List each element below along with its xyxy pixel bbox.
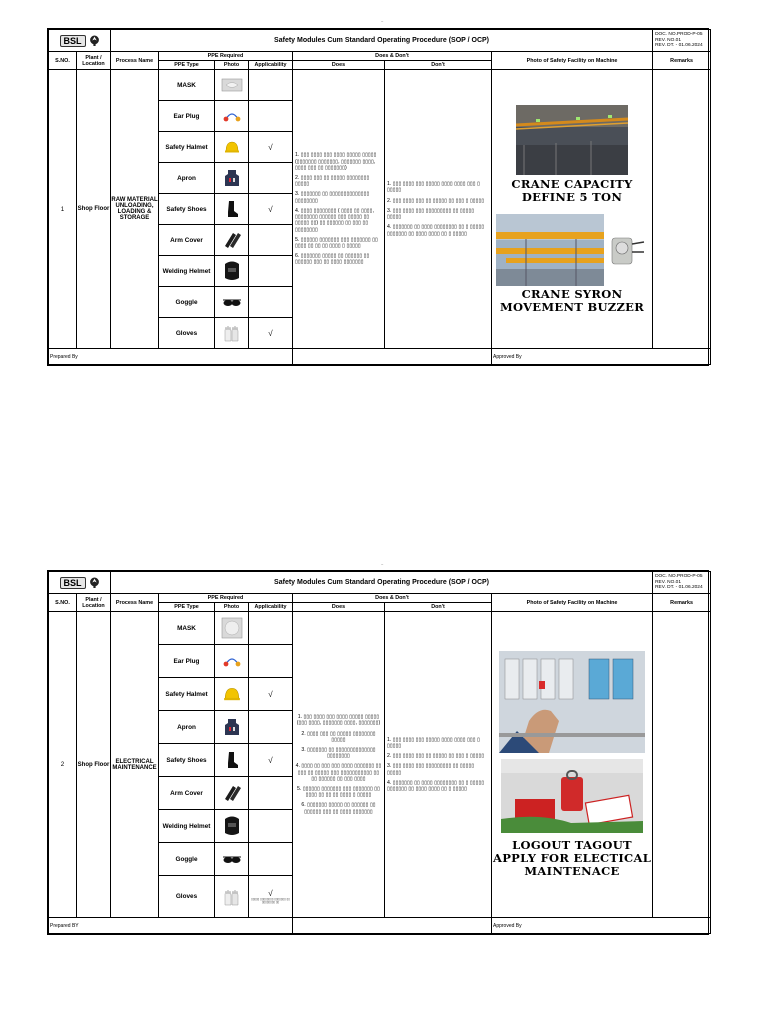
applicability-cell: √ bbox=[249, 744, 293, 777]
applicability-cell bbox=[249, 70, 293, 101]
does-list bbox=[293, 612, 385, 918]
sop-sheet-1 bbox=[47, 28, 709, 366]
ppe-photo-cell bbox=[215, 287, 249, 318]
dont-item: 4. ▯▯▯▯▯▯▯ ▯▯ ▯▯▯▯ ▯▯▯▯▯▯▯▯ ▯▯ ▯ ▯▯▯▯▯ ▯▯▯▯▯▯▯ ▯▯ ▯▯▯▯ ▯▯▯▯ ▯▯ ▯ ▯▯▯▯▯ bbox=[387, 224, 485, 237]
apron-icon bbox=[223, 716, 241, 738]
applicability-cell: √ bbox=[249, 678, 293, 711]
header-ppe-type: PPE Type bbox=[159, 61, 215, 70]
remarks-cell bbox=[653, 612, 711, 918]
header-plant: Plant / Location bbox=[77, 52, 111, 70]
does-item: 5. ▯▯▯▯▯▯ ▯▯▯▯▯▯▯ ▯▯▯ ▯▯▯▯▯▯▯ ▯▯ ▯▯▯▯ ▯▯ ▯▯ ▯▯ ▯▯▯▯ ▯ ▯▯▯▯▯ bbox=[297, 786, 380, 799]
ppe-photo-cell bbox=[215, 843, 249, 876]
ppe-type-cell: Safety Shoes bbox=[159, 744, 215, 777]
donts-list bbox=[385, 612, 492, 918]
dont-item: 2. ▯▯▯ ▯▯▯▯ ▯▯▯ ▯▯ ▯▯▯▯▯ ▯▯ ▯▯▯ ▯ ▯▯▯▯▯ bbox=[387, 197, 485, 204]
ppe-type-cell: Goggle bbox=[159, 843, 215, 876]
ppe-photo-cell bbox=[215, 711, 249, 744]
header-plant: Plant / Location bbox=[77, 594, 111, 612]
applicability-tick: √ bbox=[268, 888, 273, 898]
helmet-icon bbox=[224, 140, 240, 154]
applicability-cell: √ bbox=[249, 132, 293, 163]
gloves-icon bbox=[223, 324, 241, 342]
header-process: Process Name bbox=[111, 594, 159, 612]
prepared-by-label: Prepared BY bbox=[49, 918, 293, 934]
ppe-photo-cell bbox=[215, 132, 249, 163]
document-control-block bbox=[653, 30, 711, 52]
arm-cover-icon bbox=[222, 784, 242, 802]
footer-blank bbox=[293, 918, 492, 934]
mask-icon bbox=[221, 617, 243, 639]
ppe-photo-cell bbox=[215, 101, 249, 132]
header-process: Process Name bbox=[111, 52, 159, 70]
header-facility-photo: Photo of Safety Facility on Machine bbox=[492, 594, 653, 612]
dont-item: 1. ▯▯▯ ▯▯▯▯ ▯▯▯ ▯▯▯▯▯ ▯▯▯▯ ▯▯▯▯ ▯▯▯ ▯ ▯▯▯▯▯ bbox=[387, 736, 480, 749]
header-ppe-required: PPE Required bbox=[159, 52, 293, 61]
company-logo bbox=[49, 572, 111, 594]
applicability-cell: √ bbox=[249, 318, 293, 349]
does-item: 1. ▯▯▯ ▯▯▯▯ ▯▯▯ ▯▯▯▯ ▯▯▯▯▯ ▯▯▯▯▯ (▯▯▯▯▯▯▯ ▯▯▯▯▯▯▯, ▯▯▯▯▯▯▯ ▯▯▯▯, ▯▯▯▯ ▯▯▯ ▯▯ ▯▯▯▯▯▯▯) bbox=[295, 152, 377, 171]
applicability-cell bbox=[249, 101, 293, 132]
goggle-icon bbox=[222, 297, 242, 307]
arm-cover-icon bbox=[222, 231, 242, 249]
welding-helmet-icon bbox=[222, 815, 242, 837]
does-item: 5. ▯▯▯▯▯▯ ▯▯▯▯▯▯▯ ▯▯▯ ▯▯▯▯▯▯▯ ▯▯ ▯▯▯▯ ▯▯ ▯▯ ▯▯ ▯▯▯▯ ▯ ▯▯▯▯▯ bbox=[295, 236, 378, 249]
applicability-cell bbox=[249, 645, 293, 678]
ppe-type-cell: Gloves bbox=[159, 318, 215, 349]
approved-by-label: Approved By bbox=[492, 918, 711, 934]
does-list bbox=[293, 70, 385, 349]
header-dos-donts: Does & Don't bbox=[293, 52, 492, 61]
donts-list bbox=[385, 70, 492, 349]
prepared-by-label: Prepared By bbox=[49, 349, 293, 365]
electrical-panel-photo bbox=[499, 651, 645, 753]
applicability-cell bbox=[249, 777, 293, 810]
sno-cell: 1 bbox=[49, 70, 77, 349]
revision-number: REV. NO.01 bbox=[655, 579, 682, 585]
ppe-type-cell: Goggle bbox=[159, 287, 215, 318]
crane-bridge-photo bbox=[496, 214, 604, 286]
does-item: 4. ▯▯▯▯ ▯▯▯▯▯▯▯▯ ( ▯▯▯▯ ▯▯ ▯▯▯▯, ▯▯▯▯▯▯▯▯ ▯▯▯▯▯▯ ▯▯▯ ▯▯▯▯▯ ▯▯ ▯▯▯▯▯ ▯▯) ▯▯ ▯▯▯▯▯▯ ▯▯ ▯▯▯ ▯▯ ▯▯▯▯▯▯▯▯ bbox=[295, 207, 374, 233]
process-cell: ELECTRICAL MAINTENANCE bbox=[111, 612, 159, 918]
applicability-cell: √ bbox=[249, 194, 293, 225]
facility-caption: CRANE SYRON MOVEMENT BUZZER bbox=[499, 286, 645, 314]
ear-plug-icon bbox=[223, 109, 241, 123]
ppe-photo-cell bbox=[215, 777, 249, 810]
helmet-icon bbox=[223, 686, 241, 702]
process-cell: RAW MATERIAL UNLOADING, LOADING & STORAGE bbox=[111, 70, 159, 349]
header-ppe-required: PPE Required bbox=[159, 594, 293, 603]
ppe-type-cell: Gloves bbox=[159, 876, 215, 918]
does-item: 2. ▯▯▯▯ ▯▯▯ ▯▯ ▯▯▯▯▯ ▯▯▯▯▯▯▯▯ ▯▯▯▯▯ bbox=[295, 175, 370, 188]
applicability-cell bbox=[249, 810, 293, 843]
ppe-type-cell: Welding Helmet bbox=[159, 810, 215, 843]
mask-icon bbox=[221, 78, 243, 92]
applicability-cell bbox=[249, 287, 293, 318]
header-facility-photo: Photo of Safety Facility on Machine bbox=[492, 52, 653, 70]
header-dont: Don't bbox=[385, 603, 492, 612]
ppe-photo-cell bbox=[215, 256, 249, 287]
ppe-photo-cell bbox=[215, 194, 249, 225]
logo-text: BSL bbox=[60, 577, 86, 589]
doc-number: DOC. NO.PROD-P-05 bbox=[655, 574, 703, 580]
dont-item: 3. ▯▯▯ ▯▯▯▯ ▯▯▯ ▯▯▯▯▯▯▯▯▯ ▯▯ ▯▯▯▯▯ ▯▯▯▯▯ bbox=[387, 763, 475, 776]
does-item: 4. ▯▯▯▯ ▯▯ ▯▯▯ ▯▯▯ ▯▯▯▯ ▯▯▯▯▯▯▯ ▯▯ ▯▯▯ ▯▯ ▯▯▯▯▯ ▯▯▯ ▯▯▯▯▯▯▯▯▯▯▯ ▯▯ ▯▯ ▯▯▯▯▯▯ ▯▯ ▯▯▯ ▯▯▯▯ bbox=[295, 763, 382, 782]
document-title: Safety Modules Cum Standard Operating Procedure (SOP / OCP) bbox=[111, 30, 653, 52]
applicability-cell bbox=[249, 876, 293, 918]
remarks-cell bbox=[653, 70, 711, 349]
facility-caption: CRANE CAPACITY DEFINE 5 TON bbox=[511, 176, 633, 204]
ppe-type-cell: Apron bbox=[159, 711, 215, 744]
ppe-photo-cell bbox=[215, 225, 249, 256]
applicability-cell bbox=[249, 163, 293, 194]
does-item: 1. ▯▯▯ ▯▯▯▯ ▯▯▯ ▯▯▯▯ ▯▯▯▯▯ ▯▯▯▯▯ (▯▯▯ ▯▯▯▯, ▯▯▯▯▯▯▯ ▯▯▯▯, ▯▯▯▯▯▯▯) bbox=[296, 714, 381, 727]
header-remarks: Remarks bbox=[653, 594, 711, 612]
plant-cell: Shop Floor bbox=[77, 612, 111, 918]
apron-icon bbox=[223, 169, 241, 187]
ppe-photo-cell bbox=[215, 645, 249, 678]
logo-text: BSL bbox=[60, 35, 86, 47]
plant-cell: Shop Floor bbox=[77, 70, 111, 349]
ppe-photo-cell bbox=[215, 810, 249, 843]
logo-emblem-icon bbox=[89, 577, 100, 588]
header-photo: Photo bbox=[215, 603, 249, 612]
ppe-type-cell: Welding Helmet bbox=[159, 256, 215, 287]
company-logo bbox=[49, 30, 111, 52]
ppe-photo-cell bbox=[215, 163, 249, 194]
dont-item: 3. ▯▯▯ ▯▯▯▯ ▯▯▯ ▯▯▯▯▯▯▯▯▯ ▯▯ ▯▯▯▯▯ ▯▯▯▯▯ bbox=[387, 207, 475, 221]
header-photo: Photo bbox=[215, 61, 249, 70]
ppe-type-cell: Apron bbox=[159, 163, 215, 194]
shoes-icon bbox=[225, 200, 239, 218]
logo-emblem-icon bbox=[89, 35, 100, 46]
ppe-photo-cell bbox=[215, 318, 249, 349]
page-marker: ~ bbox=[381, 562, 384, 567]
ppe-type-cell: Arm Cover bbox=[159, 777, 215, 810]
does-item: 6. ▯▯▯▯▯▯▯ ▯▯▯▯▯ ▯▯ ▯▯▯▯▯▯ ▯▯ ▯▯▯▯▯▯ ▯▯▯ ▯▯ ▯▯▯▯ ▯▯▯▯▯▯▯ bbox=[301, 802, 376, 815]
lockout-tagout-photo bbox=[501, 759, 643, 833]
applicability-cell bbox=[249, 612, 293, 645]
header-does: Does bbox=[293, 603, 385, 612]
header-does: Does bbox=[293, 61, 385, 70]
goggle-icon bbox=[222, 854, 242, 864]
revision-date: REV. DT. - 01.06.2024 bbox=[655, 43, 703, 49]
header-remarks: Remarks bbox=[653, 52, 711, 70]
header-applicability: Applicability bbox=[249, 603, 293, 612]
dont-item: 2. ▯▯▯ ▯▯▯▯ ▯▯▯ ▯▯ ▯▯▯▯▯ ▯▯ ▯▯▯ ▯ ▯▯▯▯▯ bbox=[387, 753, 485, 760]
page-marker: ~ bbox=[381, 19, 384, 24]
header-ppe-type: PPE Type bbox=[159, 603, 215, 612]
applicability-cell bbox=[249, 843, 293, 876]
ppe-photo-cell bbox=[215, 678, 249, 711]
gloves-note: ▯▯▯▯▯ ▯▯▯▯▯▯▯▯ ▯▯▯▯▯▯▯ ▯▯ ▯▯▯▯▯▯▯▯ ▯▯ bbox=[251, 896, 290, 904]
crane-photo bbox=[516, 105, 628, 175]
sno-cell: 2 bbox=[49, 612, 77, 918]
ppe-photo-cell bbox=[215, 612, 249, 645]
shoes-icon bbox=[225, 751, 239, 769]
header-applicability: Applicability bbox=[249, 61, 293, 70]
applicability-cell bbox=[249, 711, 293, 744]
does-item: 3. ▯▯▯▯▯▯▯ ▯▯ ▯▯▯▯▯▯▯▯▯▯▯▯▯▯ ▯▯▯▯▯▯▯▯ bbox=[295, 191, 370, 204]
ppe-photo-cell bbox=[215, 876, 249, 918]
revision-date: REV. DT. - 01.06.2024 bbox=[655, 585, 703, 591]
facility-photo-cell bbox=[492, 70, 653, 349]
doc-number: DOC. NO.PROD-P-05 bbox=[655, 32, 703, 38]
facility-caption: LOGOUT TAGOUT APPLY FOR ELECTICAL MAINTENACE bbox=[492, 838, 652, 878]
header-sno: S.NO. bbox=[49, 52, 77, 70]
does-item: 3. ▯▯▯▯▯▯▯ ▯▯ ▯▯▯▯▯▯▯▯▯▯▯▯▯▯ ▯▯▯▯▯▯▯▯ bbox=[301, 746, 376, 760]
ppe-type-cell: Ear Plug bbox=[159, 645, 215, 678]
header-dont: Don't bbox=[385, 61, 492, 70]
sop-sheet-2 bbox=[47, 570, 709, 935]
facility-photo-cell bbox=[492, 612, 653, 918]
applicability-cell bbox=[249, 225, 293, 256]
ppe-type-cell: Safety Halmet bbox=[159, 678, 215, 711]
dont-item: 1. ▯▯▯ ▯▯▯▯ ▯▯▯ ▯▯▯▯▯ ▯▯▯▯ ▯▯▯▯ ▯▯▯ ▯ ▯▯▯▯▯ bbox=[387, 181, 480, 194]
ear-plug-icon bbox=[223, 654, 241, 668]
does-item: 2. ▯▯▯▯ ▯▯▯ ▯▯ ▯▯▯▯▯ ▯▯▯▯▯▯▯▯ ▯▯▯▯▯ bbox=[301, 730, 376, 743]
gloves-icon bbox=[223, 888, 241, 906]
ppe-photo-cell bbox=[215, 70, 249, 101]
applicability-cell bbox=[249, 256, 293, 287]
approved-by-label: Approved By bbox=[492, 349, 711, 365]
footer-blank bbox=[293, 349, 492, 365]
dont-item: 4. ▯▯▯▯▯▯▯ ▯▯ ▯▯▯▯ ▯▯▯▯▯▯▯▯ ▯▯ ▯ ▯▯▯▯▯ ▯▯▯▯▯▯▯ ▯▯ ▯▯▯▯ ▯▯▯▯ ▯▯ ▯ ▯▯▯▯▯ bbox=[387, 779, 485, 792]
document-title: Safety Modules Cum Standard Operating Procedure (SOP / OCP) bbox=[111, 572, 653, 594]
buzzer-device-photo bbox=[606, 230, 648, 270]
ppe-type-cell: Safety Halmet bbox=[159, 132, 215, 163]
ppe-type-cell: MASK bbox=[159, 70, 215, 101]
ppe-type-cell: MASK bbox=[159, 612, 215, 645]
ppe-type-cell: Safety Shoes bbox=[159, 194, 215, 225]
header-sno: S.NO. bbox=[49, 594, 77, 612]
ppe-photo-cell bbox=[215, 744, 249, 777]
document-control-block bbox=[653, 572, 711, 594]
ppe-type-cell: Arm Cover bbox=[159, 225, 215, 256]
ppe-type-cell: Ear Plug bbox=[159, 101, 215, 132]
revision-number: REV. NO.01 bbox=[655, 37, 682, 43]
does-item: 6. ▯▯▯▯▯▯▯ ▯▯▯▯▯ ▯▯ ▯▯▯▯▯▯ ▯▯ ▯▯▯▯▯▯ ▯▯▯ ▯▯ ▯▯▯▯ ▯▯▯▯▯▯▯ bbox=[295, 253, 370, 266]
welding-helmet-icon bbox=[222, 260, 242, 282]
header-dos-donts: Does & Don't bbox=[293, 594, 492, 603]
